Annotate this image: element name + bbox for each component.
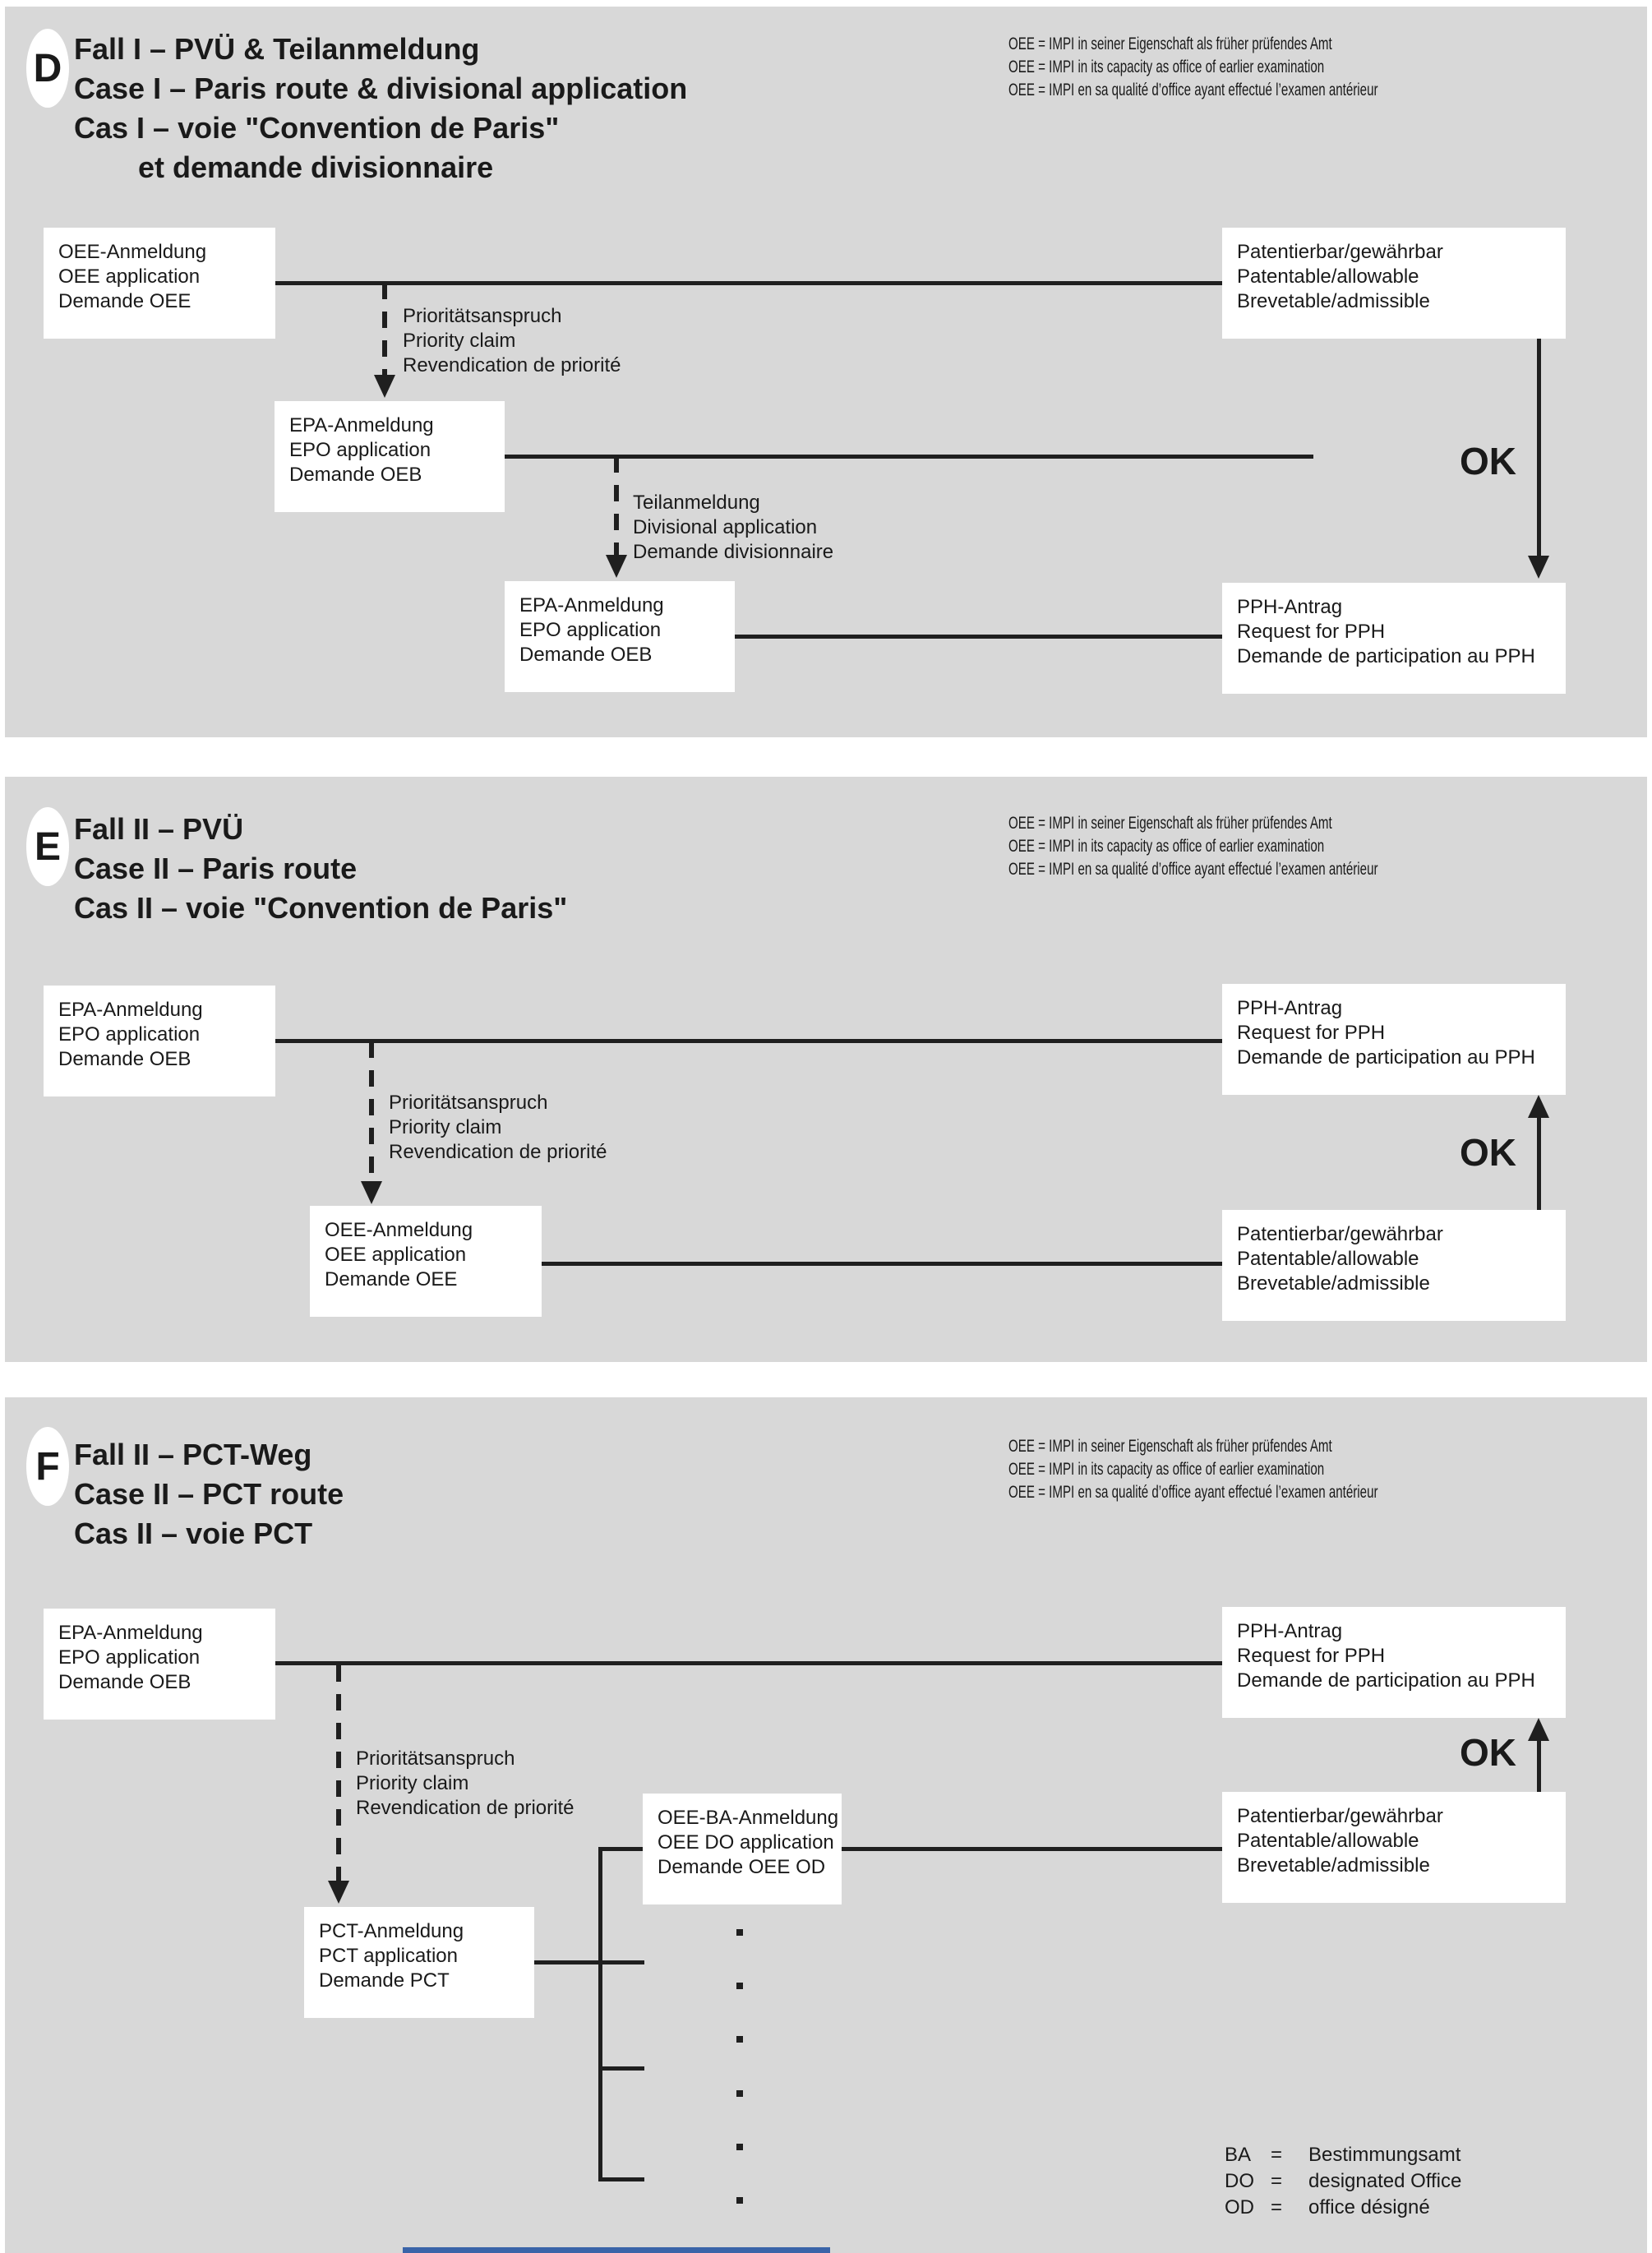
panel-d-title (74, 30, 687, 187)
label-line: Priority claim (389, 1116, 502, 1138)
legend-line: OEE = IMPI in seiner Eigenschaft als früher prüfendes Amt (1008, 814, 1332, 833)
arrow-down-icon (1528, 556, 1549, 579)
box-line: EPO application (58, 1023, 201, 1046)
patentable-allowable-box (1222, 1210, 1566, 1321)
box-line: Demande de participation au PPH (1237, 1046, 1535, 1069)
priority-claim-arrow (369, 1041, 374, 1181)
abbr-row (1225, 2195, 1461, 2221)
abbr-key: BA (1225, 2144, 1252, 2166)
abbr-equals: = (1271, 2144, 1283, 2166)
title-line: Case II – Paris route (74, 852, 358, 885)
box-line: OEE application (58, 265, 201, 288)
abbr-key: DO (1225, 2170, 1254, 2192)
box-line: Demande OEB (289, 464, 422, 486)
connector-divisional-to-pph (735, 635, 1222, 639)
legend-line: OEE = IMPI in seiner Eigenschaft als früher prüfendes Amt (1008, 1437, 1332, 1456)
priority-claim-arrow (382, 283, 387, 375)
oee-definition-legend (1008, 812, 1378, 881)
title-line: Fall II – PVÜ (74, 812, 244, 846)
abbr-term: office désigné (1308, 2196, 1430, 2218)
badge-e (26, 807, 69, 886)
box-line: Demande OEE (58, 290, 192, 312)
label-line: Prioritätsanspruch (403, 305, 562, 327)
ok-label: OK (1460, 1131, 1516, 1174)
panel-e-title (74, 810, 567, 928)
box-line: Patentierbar/gewährbar (1237, 1805, 1443, 1827)
divisional-application-arrow (614, 456, 619, 555)
label-line: Revendication de priorité (356, 1797, 575, 1819)
box-line: Demande OEE OD (658, 1856, 826, 1878)
box-line: Patentable/allowable (1237, 1248, 1419, 1270)
abbr-term: designated Office (1308, 2170, 1462, 2192)
ellipsis-dot (736, 2036, 743, 2043)
box-line: Brevetable/admissible (1237, 290, 1430, 312)
box-line: PPH-Antrag (1237, 997, 1343, 1019)
abbr-key: OD (1225, 2196, 1254, 2218)
box-line: EPA-Anmeldung (58, 1622, 203, 1644)
arrow-down-icon (606, 555, 627, 578)
box-line: EPA-Anmeldung (519, 594, 664, 616)
designated-offices-bracket (598, 1847, 602, 2181)
connector-epo-to-pph (275, 1661, 1222, 1665)
legend-line: OEE = IMPI in its capacity as office of earlier examination (1008, 1460, 1325, 1479)
ok-label: OK (1460, 1731, 1516, 1774)
label-line: Prioritätsanspruch (389, 1092, 548, 1114)
oee-definition-legend (1008, 33, 1378, 102)
oee-application-box (310, 1206, 542, 1317)
legend-line: OEE = IMPI in seiner Eigenschaft als früher prüfendes Amt (1008, 35, 1332, 53)
box-line: PPH-Antrag (1237, 1620, 1343, 1642)
label-line: Prioritätsanspruch (356, 1747, 515, 1770)
bottom-accent-bar (403, 2247, 830, 2253)
box-line: Patentierbar/gewährbar (1237, 241, 1443, 263)
box-line: PPH-Antrag (1237, 596, 1343, 618)
divisional-application-label (633, 491, 833, 565)
connector-pct-to-bracket (533, 1960, 644, 1964)
pph-request-box (1222, 984, 1566, 1095)
epo-application-box (44, 986, 275, 1096)
box-line: EPA-Anmeldung (289, 414, 434, 436)
badge-d (26, 29, 69, 108)
oee-application-box (44, 228, 275, 339)
label-line: Priority claim (403, 330, 516, 352)
box-line: Demande OEE (325, 1268, 458, 1290)
arrow-down-icon (374, 375, 395, 398)
box-line: EPO application (519, 619, 662, 641)
title-line: Fall I – PVÜ & Teilanmeldung (74, 32, 480, 66)
legend-line: OEE = IMPI en sa qualité d’office ayant effectué l’examen antérieur (1008, 1483, 1378, 1502)
connector-oee-to-patentable (275, 281, 1222, 285)
legend-line: OEE = IMPI in its capacity as office of earlier examination (1008, 58, 1325, 76)
box-line: Demande PCT (319, 1969, 450, 1992)
ok-arrow (1537, 1741, 1541, 1792)
abbr-term: Bestimmungsamt (1308, 2144, 1461, 2166)
box-line: Demande de participation au PPH (1237, 1669, 1535, 1692)
ok-arrow (1537, 339, 1541, 557)
bracket-stub (598, 2066, 644, 2071)
abbreviations-legend (1225, 2142, 1461, 2221)
legend-line: OEE = IMPI en sa qualité d’office ayant effectué l’examen antérieur (1008, 860, 1378, 879)
badge-f (26, 1427, 69, 1506)
title-line: Cas I – voie "Convention de Paris" (74, 111, 560, 145)
label-line: Divisional application (633, 516, 818, 538)
badge-d-letter: D (33, 46, 62, 90)
arrow-down-icon (328, 1881, 349, 1904)
title-line: et demande divisionnaire (138, 150, 494, 184)
box-line: Demande OEB (58, 1048, 192, 1070)
priority-claim-label (356, 1747, 575, 1821)
box-line: PCT application (319, 1945, 458, 1967)
box-line: EPA-Anmeldung (58, 999, 203, 1021)
box-line: Patentable/allowable (1237, 265, 1419, 288)
label-line: Revendication de priorité (403, 354, 621, 376)
connector-oee-to-patentable (542, 1262, 1222, 1266)
abbr-equals: = (1271, 2170, 1283, 2192)
box-line: Request for PPH (1237, 1645, 1386, 1667)
priority-claim-label (403, 304, 621, 378)
patentable-allowable-box (1222, 1792, 1566, 1903)
abbr-row (1225, 2168, 1461, 2195)
pct-application-box (304, 1907, 534, 2018)
ok-label: OK (1460, 440, 1516, 482)
ellipsis-dot (736, 2090, 743, 2097)
oee-designated-office-application-box (643, 1794, 842, 1904)
title-line: Case II – PCT route (74, 1477, 344, 1511)
connector-epo-application-continuation (504, 455, 1313, 459)
panel-f-title (74, 1435, 344, 1554)
abbr-row (1225, 2142, 1461, 2168)
box-line: Request for PPH (1237, 1022, 1386, 1044)
priority-claim-arrow (336, 1665, 341, 1881)
box-line: Request for PPH (1237, 621, 1386, 643)
box-line: Patentable/allowable (1237, 1830, 1419, 1852)
box-line: Demande OEB (519, 644, 653, 666)
ellipsis-dot (736, 2197, 743, 2204)
bracket-stub (598, 2177, 644, 2181)
epo-divisional-application-box (505, 581, 735, 692)
priority-claim-label (389, 1091, 607, 1165)
box-line: Patentierbar/gewährbar (1237, 1223, 1443, 1245)
pph-request-box (1222, 1607, 1566, 1718)
ellipsis-dot (736, 1983, 743, 1989)
box-line: OEE-Anmeldung (325, 1219, 473, 1241)
legend-line: OEE = IMPI en sa qualité d’office ayant effectué l’examen antérieur (1008, 81, 1378, 99)
label-line: Priority claim (356, 1772, 469, 1794)
epo-application-box (44, 1609, 275, 1720)
box-line: Brevetable/admissible (1237, 1272, 1430, 1295)
ellipsis-dot (736, 1929, 743, 1936)
abbr-equals: = (1271, 2196, 1283, 2218)
arrow-up-icon (1528, 1095, 1549, 1118)
label-line: Demande divisionnaire (633, 541, 834, 563)
title-line: Fall II – PCT-Weg (74, 1438, 312, 1471)
oee-definition-legend (1008, 1435, 1378, 1504)
box-line: Demande OEB (58, 1671, 192, 1693)
box-line: Demande de participation au PPH (1237, 645, 1535, 667)
box-line: Brevetable/admissible (1237, 1854, 1430, 1877)
label-line: Teilanmeldung (633, 492, 760, 514)
box-line: OEE-Anmeldung (58, 241, 207, 263)
arrow-up-icon (1528, 1718, 1549, 1741)
box-line: OEE application (325, 1244, 467, 1266)
title-line: Cas II – voie PCT (74, 1517, 313, 1550)
box-line: EPO application (289, 439, 431, 461)
badge-e-letter: E (34, 824, 61, 869)
box-line: OEE DO application (658, 1831, 834, 1854)
patentable-allowable-box (1222, 228, 1566, 339)
ok-arrow (1537, 1118, 1541, 1210)
label-line: Revendication de priorité (389, 1141, 607, 1163)
legend-line: OEE = IMPI in its capacity as office of earlier examination (1008, 837, 1325, 856)
ellipsis-dot (736, 2144, 743, 2150)
box-line: OEE-BA-Anmeldung (658, 1807, 839, 1829)
badge-f-letter: F (35, 1444, 60, 1489)
box-line: EPO application (58, 1646, 201, 1669)
box-line: PCT-Anmeldung (319, 1920, 464, 1942)
connector-epo-to-pph (275, 1039, 1222, 1043)
arrow-down-icon (361, 1181, 382, 1204)
pph-request-box (1222, 583, 1566, 694)
epo-application-box (275, 401, 505, 512)
title-line: Case I – Paris route & divisional application (74, 72, 688, 105)
title-line: Cas II – voie "Convention de Paris" (74, 891, 568, 925)
